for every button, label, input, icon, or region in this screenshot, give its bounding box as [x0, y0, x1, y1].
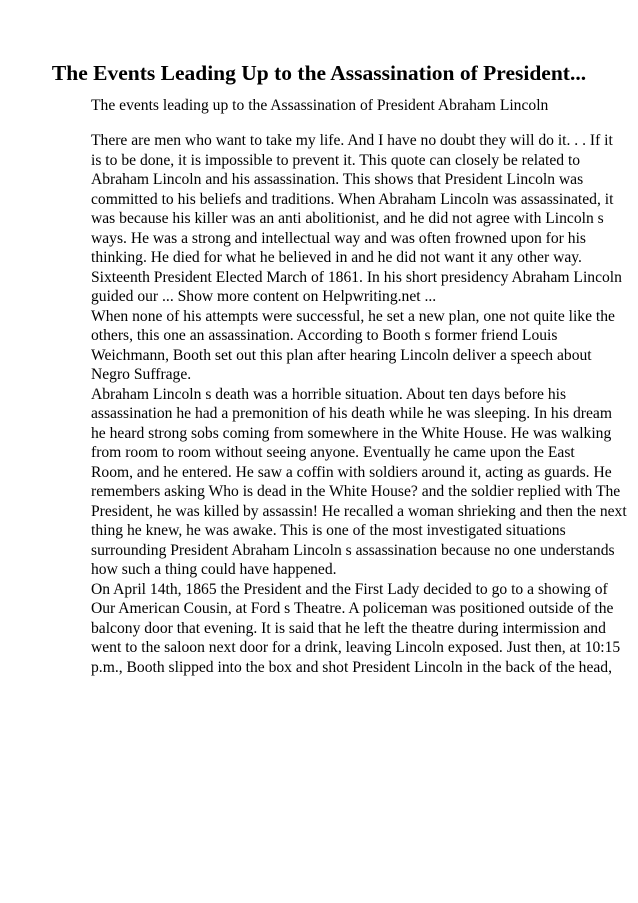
body-text-line: was because his killer was an anti abolitionist, and he did not agree with Lincoln s	[91, 210, 604, 227]
body-text-line: committed to his beliefs and traditions. When Abraham Lincoln was assassinated, it	[91, 190, 614, 208]
body-text-line: ways. He was a strong and intellectual way and was often frowned upon for his	[91, 229, 586, 247]
body-text-line: Abraham Lincoln s death was a horrible situation. About ten days before his	[91, 385, 567, 403]
body-text-line: went to the saloon next door for a drink, leaving Lincoln exposed. Just then, at 10:15	[91, 639, 621, 656]
document-title: The Events Leading Up to the Assassination of President...	[51, 61, 587, 85]
body-text-line: surrounding President Abraham Lincoln s assassination because no one understands	[91, 541, 615, 559]
body-text-line: thinking. He died for what he believed in and he did not want it any other way.	[91, 249, 582, 266]
body-text-line: Weichmann, Booth set out this plan after hearing Lincoln deliver a speech about	[91, 346, 592, 364]
body-text-line: how such a thing could have happened.	[91, 561, 337, 578]
body-text-line: Sixteenth President Elected March of 1861. In his short presidency Abraham Lincoln	[91, 268, 622, 286]
body-text-line: others, this one an assassination. According to Booth s former friend Louis	[91, 327, 558, 344]
body-text-line: p.m., Booth slipped into the box and shot President Lincoln in the back of the head,	[91, 658, 613, 676]
body-text-line: Room, and he entered. He saw a coffin with soldiers around it, acting as guards. He	[91, 463, 612, 481]
body-text-line: thing he knew, he was awake. This is one of the most investigated situations	[91, 522, 566, 539]
body-text-line: Negro Suffrage.	[91, 366, 192, 383]
body-text-line: from room to room without seeing anyone. Eventually he came upon the East	[91, 444, 575, 461]
body-text-line: There are men who want to take my life. And I have no doubt they will do it. . . If it	[91, 132, 613, 149]
body-text-line: guided our ... Show more content on Helpwriting.net ...	[91, 288, 437, 305]
body-text-line: balcony door that evening. It is said that he left the theatre during intermission and	[91, 619, 606, 637]
body-text-line: When none of his attempts were successful, he set a new plan, one not quite like the	[91, 307, 615, 325]
body-text-line: On April 14th, 1865 the President and the First Lady decided to go to a showing of	[91, 580, 608, 598]
document-subtitle: The events leading up to the Assassination of President Abraham Lincoln	[91, 97, 549, 114]
body-text-line: he heard strong sobs coming from somewhere in the White House. He was walking	[91, 424, 612, 442]
body-text-line: assassination he had a premonition of his death while he was sleeping. In his dream	[91, 405, 612, 422]
body-text-line: remembers asking Who is dead in the White House? and the soldier replied with The	[91, 483, 621, 500]
body-text-line: is to be done, it is impossible to prevent it. This quote can closely be related to	[91, 151, 581, 169]
body-text-line: President, he was killed by assassin! He recalled a woman shrieking and then the next	[91, 502, 627, 520]
body-text-line: Our American Cousin, at Ford s Theatre. A policeman was positioned outside of the	[91, 600, 614, 617]
body-text-line: Abraham Lincoln and his assassination. This shows that President Lincoln was	[91, 171, 584, 188]
document-body	[91, 131, 627, 677]
